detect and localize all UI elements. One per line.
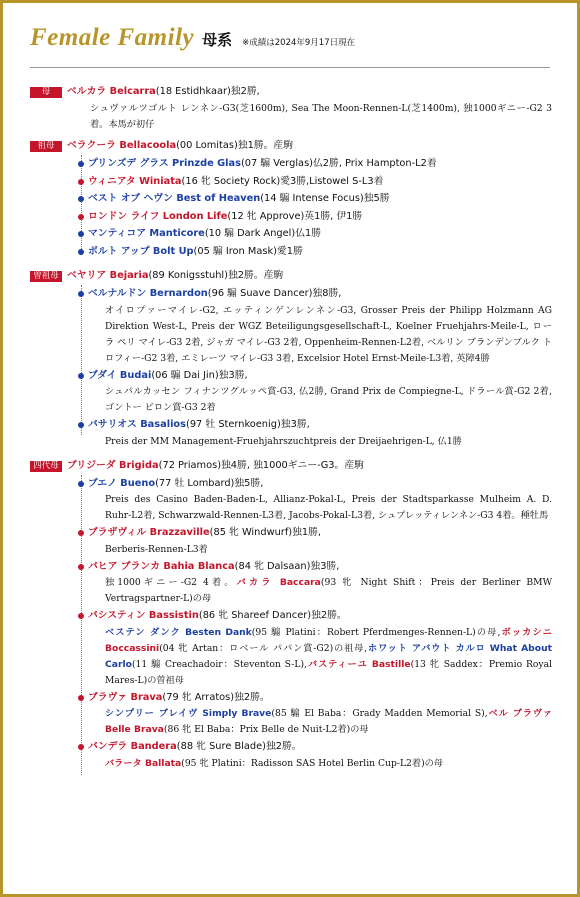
horse-name: ベルカラ Belcarra bbox=[67, 86, 156, 97]
horse-info: (00 Lomitas)独1勝。産駒 bbox=[176, 140, 294, 151]
offspring-item: ベスト オブ ヘヴン Best of Heaven(14 騸 Intense Focus)独5勝 bbox=[88, 190, 580, 208]
offspring-detail: シンプリー ブレイヴ Simply Brave(85 騸 El Baba：Grady Madden Memorial S),ベル ブラヴァ Belle Brava(86 牝 El Baba：Prix Belle de Nuit-L2着)の母 bbox=[105, 708, 552, 735]
offspring-item: ウィニアタ Winiata(16 牝 Society Rock)愛3勝,Listowel S-L3着 bbox=[88, 173, 580, 191]
filly-marker bbox=[78, 179, 84, 185]
offspring-detail: Berberis-Rennen-L3着 bbox=[105, 543, 208, 555]
offspring-item: バンデラ Bandera(88 牝 Sure Blade)独2勝。 bbox=[88, 738, 580, 756]
generation-tag: 四代母 bbox=[30, 461, 62, 472]
colt-marker bbox=[78, 291, 84, 297]
fourth-dam-offspring bbox=[0, 475, 580, 772]
third-dam-offspring bbox=[0, 285, 580, 450]
generation-tag: 母 bbox=[30, 87, 62, 98]
dam-detail: シュヴァルツゴルト レンネン-G3(芝1600m), Sea The Moon-Rennen-L(芝1400m), 独1000ギニー-G2 3着。本馬が初仔 bbox=[90, 103, 552, 130]
offspring-item: ロンドン ライフ London Life(12 牝 Approve)英1勝, 伊1勝 bbox=[88, 208, 580, 226]
offspring-item: ボルト アップ Bolt Up(05 騸 Iron Mask)愛1勝 bbox=[88, 243, 580, 261]
generation-tag: 祖母 bbox=[30, 141, 62, 152]
header-title: Female Family bbox=[30, 24, 195, 51]
colt-marker bbox=[78, 373, 84, 379]
colt-marker bbox=[78, 161, 84, 167]
filly-marker bbox=[78, 564, 84, 570]
filly-marker bbox=[78, 744, 84, 750]
pedigree-content bbox=[0, 84, 580, 772]
header-divider bbox=[30, 67, 550, 68]
offspring-item: ブラザヴィル Brazzaville(85 牝 Windwurf)独1勝, bbox=[88, 524, 580, 542]
header-note: ※成績は2024年9月17日現在 bbox=[242, 38, 356, 48]
header-subtitle: 母系 bbox=[202, 31, 233, 49]
dam-row bbox=[30, 84, 580, 100]
third-dam-row bbox=[30, 268, 580, 284]
horse-info: (89 Konigsstuhl)独2勝。産駒 bbox=[148, 270, 284, 281]
colt-marker bbox=[78, 249, 84, 255]
offspring-item: ブラヴァ Brava(79 牝 Arratos)独2勝。 bbox=[88, 689, 580, 707]
offspring-item: ブエノ Bueno(77 牡 Lombard)独5勝, bbox=[88, 475, 580, 493]
offspring-detail: Preis der MM Management-Fruehjahrszuchtpreis der Dreijaehrigen-L, 仏1勝 bbox=[105, 435, 462, 447]
offspring-detail: オイロプァーマイレ-G2, エッティンゲンレンネン-G3, Grosser Preis der Philipp Holzmann AG Direktion West-L, Preis der WGZ Beteiligungsgesellschaft-L, Koelner Fruehjahrs-Meile-L, ローラ ペリ マイレ-G3 2着, ジャガ マイレ-G3 2着, Oppenheim-Rennen-L2着, ベルリン ブランデンブルク トロフィー-G2 3着, エミレーツ マイレ-G3 3着, Excelsior Hotel Ernst-Meile-L3着, 英障4勝 bbox=[105, 304, 552, 364]
offspring-detail: バラータ Ballata(95 牝 Platini：Radisson SAS Hotel Berlin Cup-L2着)の母 bbox=[105, 757, 444, 769]
offspring-item: マンティコア Manticore(10 騸 Dark Angel)仏1勝 bbox=[88, 225, 580, 243]
offspring-item: バサリオス Basalios(97 牡 Sternkoenig)独3勝, bbox=[88, 416, 580, 434]
colt-marker bbox=[78, 196, 84, 202]
filly-marker bbox=[78, 613, 84, 619]
horse-name: ベヤリア Bejaria bbox=[67, 270, 149, 281]
horse-name: ベラクーラ Bellacoola bbox=[67, 140, 177, 151]
colt-marker bbox=[78, 422, 84, 428]
horse-name: ブリジーダ Brigida bbox=[67, 459, 159, 471]
horse-info: (18 Estidhkaar)独2勝, bbox=[155, 86, 260, 97]
fourth-dam-row bbox=[30, 458, 580, 474]
offspring-item: バヒア ブランカ Bahia Blanca(84 牝 Dalsaan)独3勝, bbox=[88, 558, 580, 576]
filly-marker bbox=[78, 695, 84, 701]
offspring-detail: Preis des Casino Baden-Baden-L, Allianz-Pokal-L, Preis der Stadtsparkasse Mulheim A. D. Ruhr-L2着, Schwarzwald-Rennen-L3着, Jacobs-Pokal-L3着, シュプレッティレンネン-G3 4着。種牡馬 bbox=[105, 494, 552, 521]
offspring-detail: ベステン ダンク Besten Dank(95 騸 Platini：Robert Pferdmenges-Rennen-L)の母,ボッカシニ Boccassini(04 牝 Artan：ロベール パパン賞-G2)の祖母,ホワット アバウト カルロ What About Carlo(11 騸 Creachadoir：Steventon S-L),バスティーユ Bastille(13 牝 Saddex：Premio Royal Mares-L)の曽祖母 bbox=[105, 626, 553, 686]
filly-marker bbox=[78, 214, 84, 220]
horse-info: (72 Priamos)独4勝, 独1000ギニー-G3。産駒 bbox=[158, 459, 364, 471]
offspring-detail: シュパルカッセン フィナンツグルッペ賞-G3, 仏2勝, Grand Prix de Compiegne-L, ドラール賞-G2 2着, ゴントー ビロン賞-G3 2着 bbox=[105, 386, 552, 413]
page-header bbox=[30, 24, 355, 52]
offspring-item: バシスティン Bassistin(86 牝 Shareef Dancer)独2勝。 bbox=[88, 607, 580, 625]
filly-marker bbox=[78, 530, 84, 536]
offspring-item: ベルナルドン Bernardon(96 騸 Suave Dancer)独8勝, bbox=[88, 285, 580, 303]
offspring-item: ブダイ Budai(06 騸 Dai Jin)独3勝, bbox=[88, 367, 580, 385]
second-dam-offspring bbox=[0, 155, 580, 260]
offspring-detail: 独1000ギニー-G2 4着。バカラ Baccara(93 牝 Night Shift：Preis der Berliner BMW Vertragspartner-L)の母 bbox=[105, 577, 553, 604]
colt-marker bbox=[78, 231, 84, 237]
second-dam-row bbox=[30, 138, 580, 154]
generation-tag: 曽祖母 bbox=[30, 271, 62, 282]
colt-marker bbox=[78, 481, 84, 487]
offspring-item: プリンズデ グラス Prinzde Glas(07 騸 Verglas)仏2勝, Prix Hampton-L2着 bbox=[88, 155, 580, 173]
